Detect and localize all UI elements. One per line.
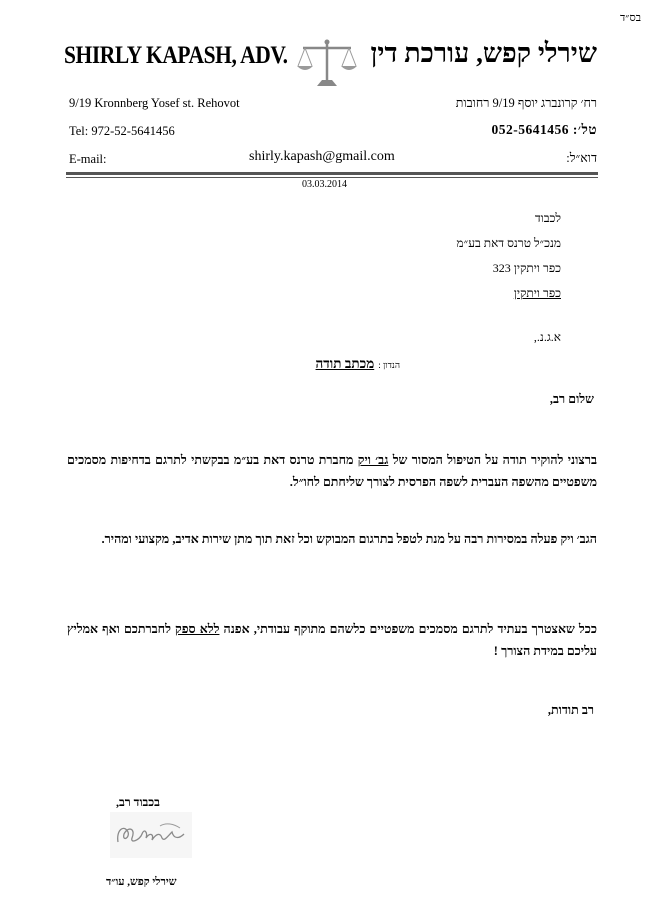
greeting: שלום רב, [549, 392, 594, 406]
paragraph-1-part-2: מחברת טרנס דאת בע״מ בבקשתי לתרגם בדחיפות מסמכים משפטיים מהשפה העברית לשפה הפרסית לצורך שליחתם לחו״ל. [67, 453, 597, 489]
signer-name: שירלי קפש, עו״ד [106, 876, 177, 888]
email-label-english: E-mail: [69, 152, 107, 166]
addressee-line-2: מנכ״ל טרנס דאת בע״מ [456, 236, 561, 250]
subject-line [280, 355, 400, 373]
paragraph-3-part-2: לחברתכם ואף אמליץ עליכם במידת הצורך ! [67, 622, 597, 658]
subject-value: מכתב תודה [315, 356, 375, 371]
paragraph-1-underlined: גב׳ ויק [357, 453, 389, 467]
addressee-line-3: כפר ויתקין 323 [492, 261, 561, 275]
paragraph-1-part-1: ברצוני להוקיר תודה על הטיפול המסור של [388, 453, 598, 467]
addressee-line-1: לכבוד [534, 211, 561, 225]
salutation-agg: א.ג.נ., [533, 330, 561, 344]
closing-regards: בכבוד רב, [116, 795, 160, 809]
email-address[interactable]: shirly.kapash@gmail.com [249, 149, 395, 164]
email-label-hebrew: דוא״ל: [566, 151, 597, 165]
phone-hebrew: טל׳: 052-5641456 [491, 122, 597, 137]
phone-english: Tel: 972-52-5641456 [69, 124, 175, 138]
paragraph-3-underlined: ללא ספק [175, 622, 220, 636]
paragraph-3 [67, 618, 597, 662]
header-divider-thin [66, 177, 598, 178]
closing-thanks: רב תודות, [547, 703, 594, 717]
paragraph-1 [67, 449, 597, 493]
scales-of-justice-icon [295, 38, 359, 88]
lawyer-name-hebrew: שירלי קפש, עורכת דין [370, 38, 597, 68]
addressee-line-4: כפר ויתקין [513, 286, 561, 300]
handwritten-signature [110, 812, 192, 858]
lawyer-name-english: SHIRLY KAPASH, ADV. [64, 42, 288, 69]
subject-label: הנדון : [378, 360, 400, 370]
bsd-header: בס״ד [619, 12, 641, 24]
address-hebrew: רח׳ קרונברג יוסף 9/19 רחובות [455, 96, 597, 110]
address-english: 9/19 Kronnberg Yosef st. Rehovot [69, 96, 240, 110]
letter-date: 03.03.2014 [302, 179, 347, 190]
paragraph-3-part-1: ככל שאצטרך בעתיד לתרגם מסמכים משפטיים כלשהם מתוקף עבודתי, אפנה [219, 622, 597, 636]
paragraph-2: הגב׳ ויק פעלה במסירות רבה על מנת לטפל בתרגום המבוקש וכל זאת תוך מתן שירות אדיב, מקצועי ומהיר. [101, 532, 597, 546]
header-divider-thick [66, 172, 598, 175]
